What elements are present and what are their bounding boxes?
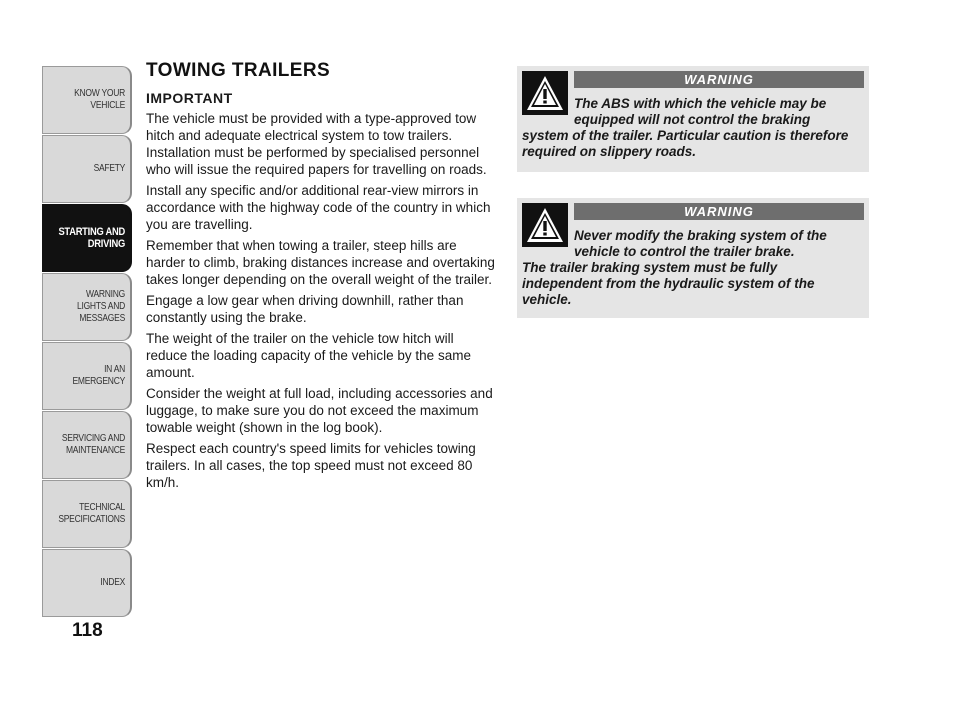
warning-text-first: The ABS with which the vehicle may be equipped will not control the braking: [574, 96, 827, 127]
paragraph: Install any specific and/or additional rear-view mirrors in accordance with the highway code of the country in which you are travelling.: [146, 183, 491, 232]
main-content: [146, 60, 498, 495]
page-title: TOWING TRAILERS: [146, 60, 331, 81]
tab-index[interactable]: [42, 549, 132, 617]
tab-safety[interactable]: [42, 135, 132, 203]
page-number: 118: [72, 620, 103, 641]
tab-label: TECHNICAL SPECIFICATIONS: [58, 502, 125, 525]
tab-label: SAFETY: [93, 163, 125, 174]
warning-text: [522, 228, 859, 308]
tab-label: WARNING LIGHTS AND MESSAGES: [77, 289, 125, 324]
warning-text-first: Never modify the braking system of the vehicle to control the trailer brake.: [574, 228, 827, 259]
warning-box: [517, 198, 869, 318]
warning-text-rest: system of the trailer. Particular caution is therefore required on slippery roads.: [522, 128, 849, 159]
paragraph: The weight of the trailer on the vehicle tow hitch will reduce the loading capacity of the vehicle by the same amount.: [146, 331, 471, 380]
paragraph: Respect each country's speed limits for vehicles towing trailers. In all cases, the top speed must not exceed 80 km/h.: [146, 441, 476, 490]
warning-text-rest: The trailer braking system must be fully independent from the hydraulic system of the vehicle.: [522, 260, 815, 307]
paragraph: Engage a low gear when driving downhill, rather than constantly using the brake.: [146, 293, 464, 325]
paragraph: The vehicle must be provided with a type-approved tow hitch and adequate electrical system to tow trailers. Installation must be performed by specialised personnel who will issue the required papers for travelling on roads.: [146, 111, 487, 177]
tab-label: IN AN EMERGENCY: [72, 364, 125, 387]
warning-box: [517, 66, 869, 172]
tab-technical-specifications[interactable]: [42, 480, 132, 548]
paragraph: Remember that when towing a trailer, steep hills are harder to climb, braking distances increase and overtaking takes longer depending on the overall weight of the trailer.: [146, 238, 495, 287]
tab-know-your-vehicle[interactable]: [42, 66, 132, 134]
section-subtitle: IMPORTANT: [146, 90, 233, 106]
tab-starting-and-driving[interactable]: [42, 204, 132, 272]
paragraph: Consider the weight at full load, including accessories and luggage, to make sure you do not exceed the maximum towable weight (shown in the log book).: [146, 386, 493, 435]
warning-header: WARNING: [574, 203, 864, 220]
tab-label: SERVICING AND MAINTENANCE: [61, 433, 125, 456]
tab-servicing[interactable]: [42, 411, 132, 479]
tab-in-an-emergency[interactable]: [42, 342, 132, 410]
tab-label: INDEX: [100, 577, 125, 588]
tab-label: STARTING AND DRIVING: [58, 226, 126, 250]
warning-text: [522, 96, 859, 160]
tab-label: KNOW YOUR VEHICLE: [74, 88, 125, 111]
warning-header: WARNING: [574, 71, 864, 88]
chapter-tabs: [42, 66, 132, 618]
tab-warning-lights[interactable]: [42, 273, 132, 341]
